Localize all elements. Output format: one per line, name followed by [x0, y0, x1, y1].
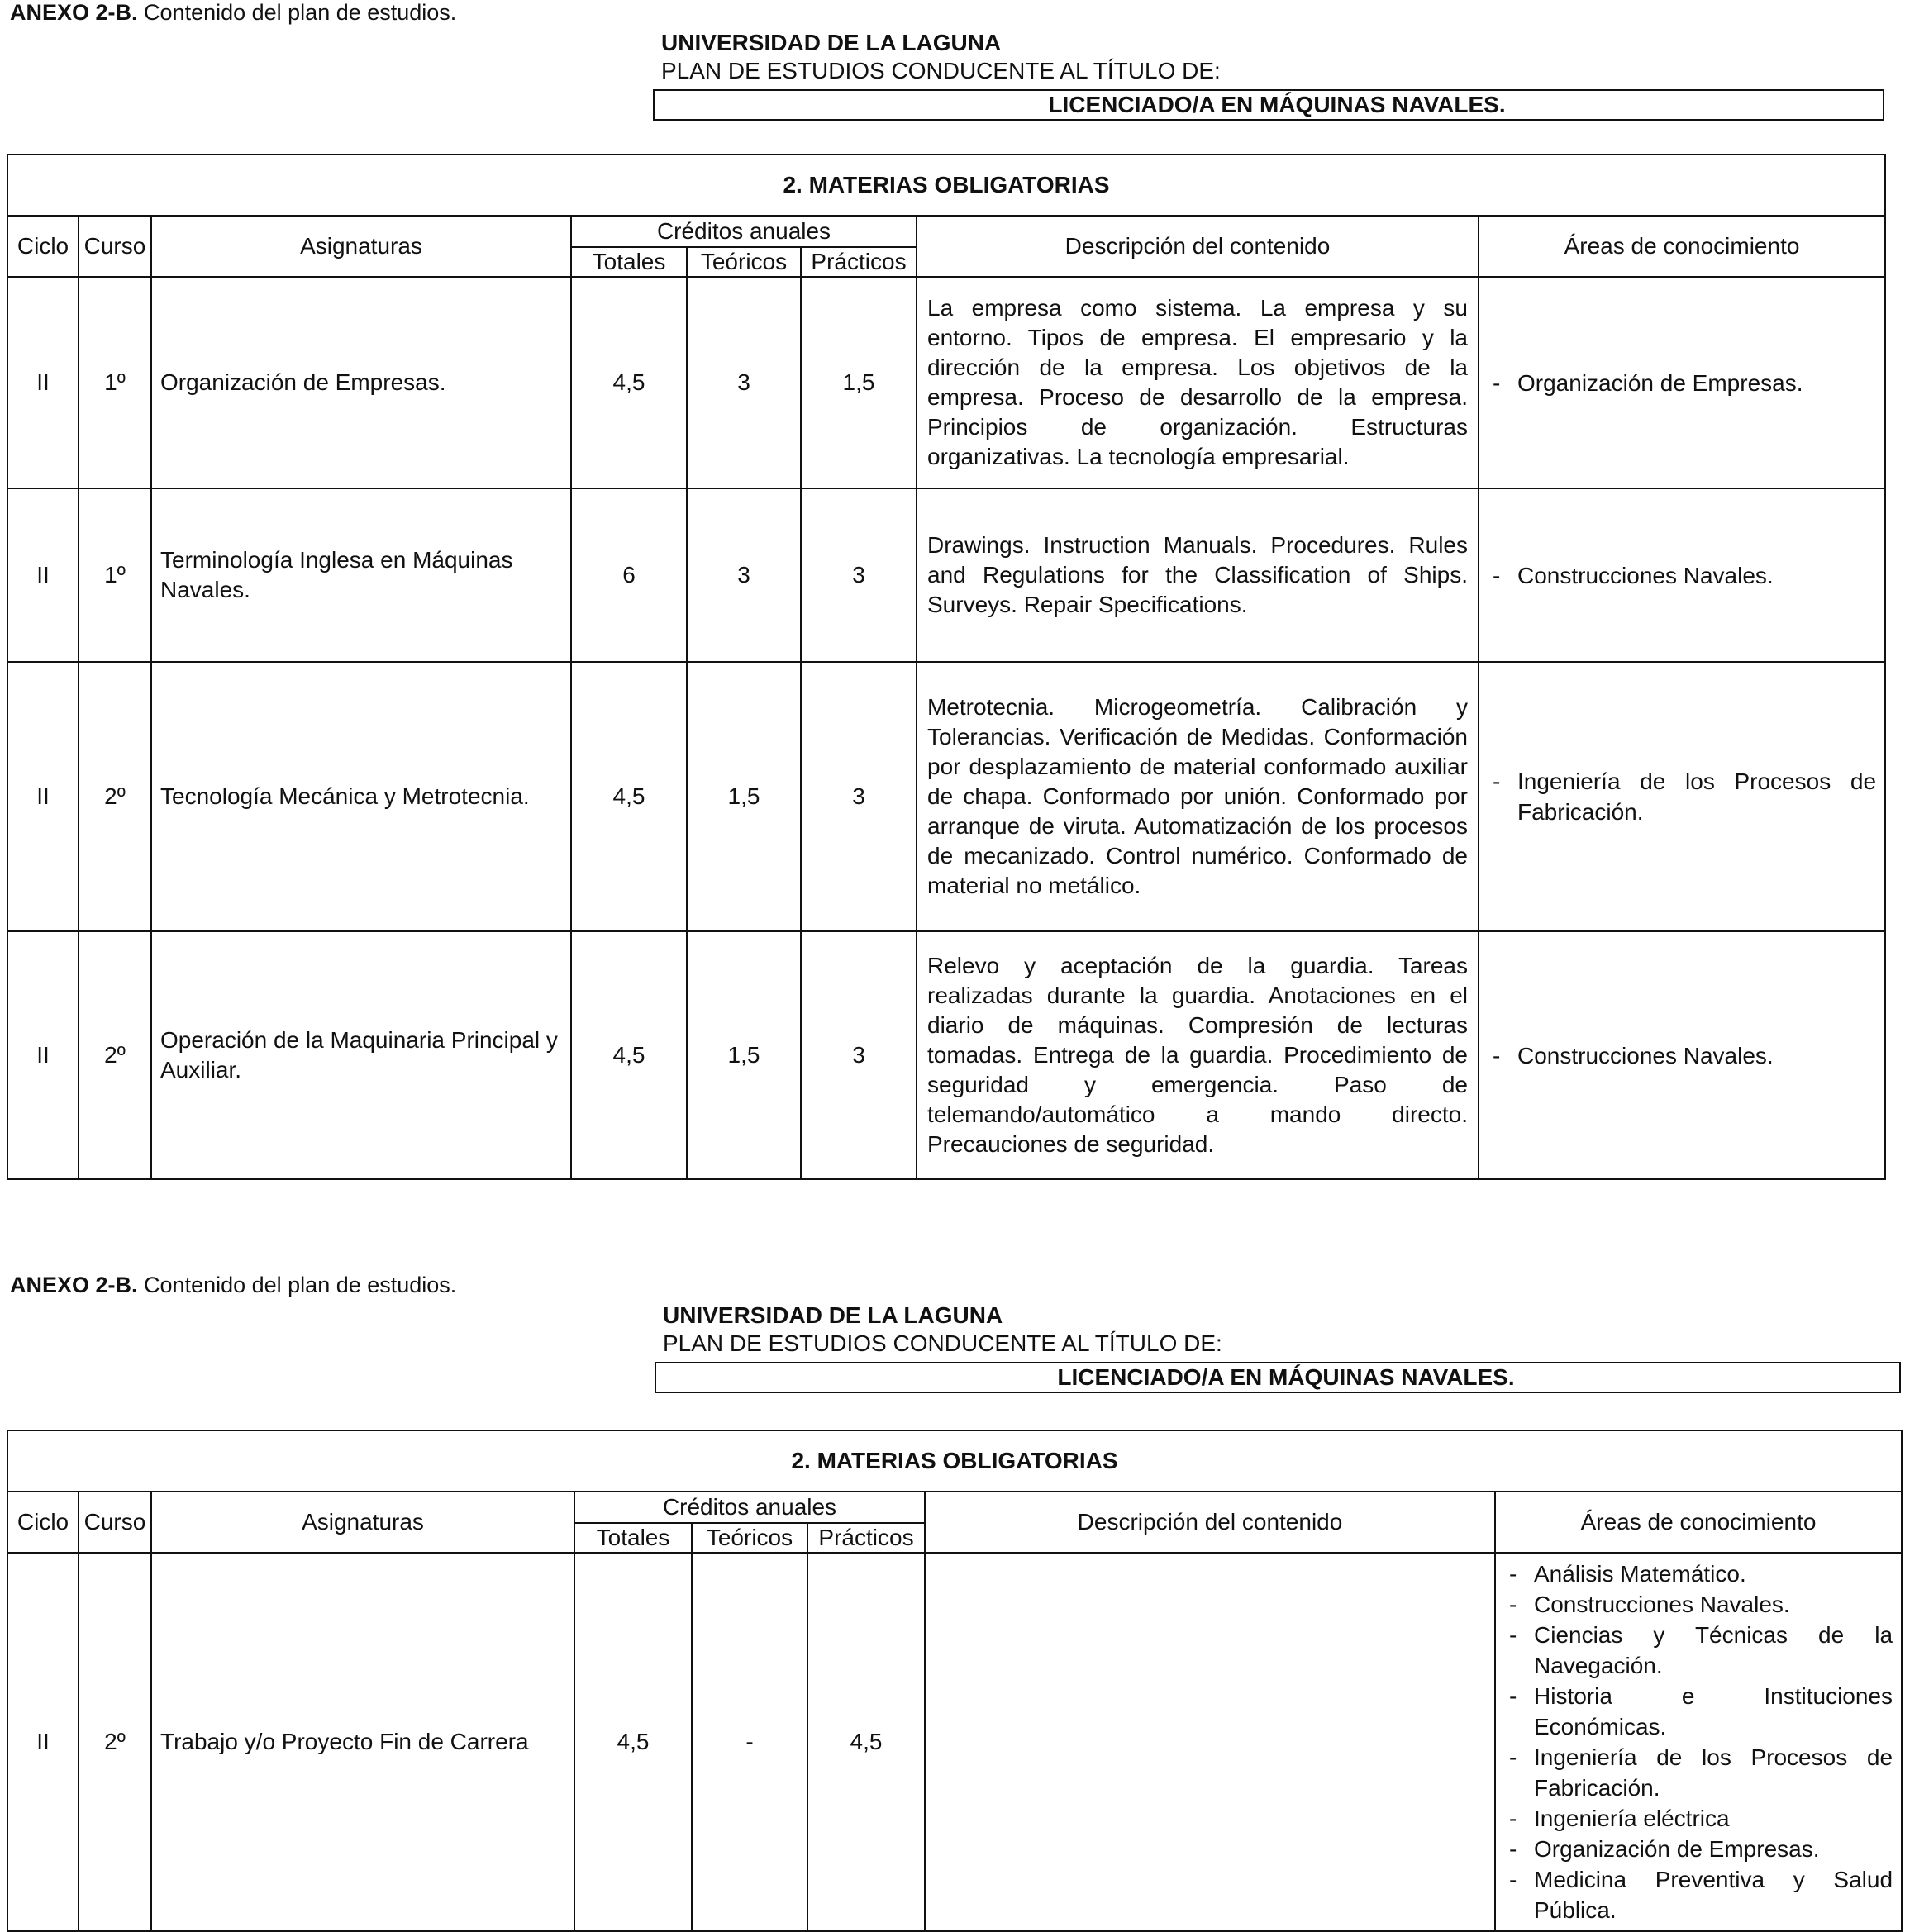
cell-descripcion	[925, 1553, 1495, 1931]
cell-curso: 1º	[79, 488, 151, 662]
cell-practicos: 3	[801, 931, 917, 1179]
anexo-heading	[10, 1273, 456, 1298]
cell-asignatura: Tecnología Mecánica y Metrotecnia.	[151, 662, 571, 931]
cell-areas	[1495, 1553, 1902, 1931]
header-ciclo: Ciclo	[7, 216, 79, 277]
cell-teoricos: 1,5	[687, 931, 801, 1179]
header-asignaturas: Asignaturas	[151, 1492, 574, 1553]
header-areas: Áreas de conocimiento	[1479, 216, 1885, 277]
cell-asignatura: Trabajo y/o Proyecto Fin de Carrera	[151, 1553, 574, 1931]
cell-asignatura: Terminología Inglesa en Máquinas Navales.	[151, 488, 571, 662]
anexo-label: ANEXO 2-B.	[10, 1273, 138, 1297]
cell-practicos: 1,5	[801, 277, 917, 488]
area-item: - Construcciones Navales.	[1504, 1589, 1893, 1620]
header-areas: Áreas de conocimiento	[1495, 1492, 1902, 1553]
area-item: - Organización de Empresas.	[1504, 1834, 1893, 1864]
table-row	[7, 931, 1885, 1179]
header-practicos: Prácticos	[801, 247, 917, 277]
cell-totales: 4,5	[571, 931, 687, 1179]
header-asignaturas: Asignaturas	[151, 216, 571, 277]
header-totales: Totales	[571, 247, 687, 277]
anexo-text: Contenido del plan de estudios.	[137, 0, 457, 25]
cell-teoricos: 3	[687, 488, 801, 662]
cell-practicos: 3	[801, 662, 917, 931]
cell-curso: 2º	[79, 1553, 151, 1931]
cell-totales: 4,5	[574, 1553, 692, 1931]
materias-table	[7, 154, 1886, 1180]
cell-areas	[1479, 662, 1885, 931]
area-item: - Ciencias y Técnicas de la Navegación.	[1504, 1620, 1893, 1681]
header-curso: Curso	[79, 1492, 151, 1553]
header-teoricos: Teóricos	[692, 1523, 807, 1553]
degree-title: LICENCIADO/A EN MÁQUINAS NAVALES.	[653, 89, 1884, 121]
cell-descripcion: Metrotecnia. Microgeometría. Calibración y Tolerancias. Verificación de Medidas. Conformación por desplazamiento de material conformado auxiliar de chapa. Conformado por unión. Conformado por arranque de viruta. Automatización de los procesos de mecanizado. Control numérico. Conformado de material no metálico.	[917, 662, 1479, 931]
section-title: 2. MATERIAS OBLIGATORIAS	[7, 155, 1885, 216]
degree-title: LICENCIADO/A EN MÁQUINAS NAVALES.	[655, 1362, 1901, 1393]
cell-practicos: 3	[801, 488, 917, 662]
cell-teoricos: 1,5	[687, 662, 801, 931]
area-item: - Medicina Preventiva y Salud Pública.	[1504, 1864, 1893, 1925]
cell-descripcion: Drawings. Instruction Manuals. Procedures. Rules and Regulations for the Classification of Ships. Surveys. Repair Specifications.	[917, 488, 1479, 662]
cell-ciclo: II	[7, 662, 79, 931]
cell-asignatura: Operación de la Maquinaria Principal y Auxiliar.	[151, 931, 571, 1179]
section-title: 2. MATERIAS OBLIGATORIAS	[7, 1430, 1902, 1492]
header-teoricos: Teóricos	[687, 247, 801, 277]
cell-totales: 6	[571, 488, 687, 662]
cell-curso: 2º	[79, 931, 151, 1179]
cell-totales: 4,5	[571, 662, 687, 931]
area-item: - Construcciones Navales.	[1488, 1040, 1876, 1071]
cell-ciclo: II	[7, 1553, 79, 1931]
plan-title: PLAN DE ESTUDIOS CONDUCENTE AL TÍTULO DE:	[663, 1330, 1222, 1356]
cell-practicos: 4,5	[807, 1553, 925, 1931]
materias-table	[7, 1430, 1903, 1932]
cell-curso: 1º	[79, 277, 151, 488]
cell-areas	[1479, 488, 1885, 662]
cell-ciclo: II	[7, 488, 79, 662]
cell-descripcion: La empresa como sistema. La empresa y su entorno. Tipos de empresa. El empresario y la dirección de la empresa. Los objetivos de la empresa. Proceso de desarrollo de la empresa. Principios de organización. Estructuras organizativas. La tecnología empresarial.	[917, 277, 1479, 488]
header-totales: Totales	[574, 1523, 692, 1553]
anexo-label: ANEXO 2-B.	[10, 0, 138, 25]
plan-block-2	[0, 1273, 1905, 1927]
cell-areas	[1479, 931, 1885, 1179]
header-descripcion: Descripción del contenido	[917, 216, 1479, 277]
university-name: UNIVERSIDAD DE LA LAGUNA	[661, 30, 1002, 55]
anexo-text: Contenido del plan de estudios.	[137, 1273, 457, 1297]
header-curso: Curso	[79, 216, 151, 277]
anexo-heading	[10, 0, 456, 26]
university-name: UNIVERSIDAD DE LA LAGUNA	[663, 1302, 1003, 1328]
area-item: - Organización de Empresas.	[1488, 368, 1876, 398]
area-item: - Construcciones Navales.	[1488, 560, 1876, 591]
area-item: - Ingeniería de los Procesos de Fabricación.	[1488, 766, 1876, 827]
cell-curso: 2º	[79, 662, 151, 931]
cell-ciclo: II	[7, 277, 79, 488]
header-creditos: Créditos anuales	[571, 216, 917, 247]
table-row	[7, 1553, 1902, 1931]
area-item: - Ingeniería de los Procesos de Fabricación.	[1504, 1742, 1893, 1803]
header-creditos: Créditos anuales	[574, 1492, 925, 1523]
table-row	[7, 662, 1885, 931]
cell-teoricos: -	[692, 1553, 807, 1931]
cell-teoricos: 3	[687, 277, 801, 488]
table-row	[7, 277, 1885, 488]
cell-ciclo: II	[7, 931, 79, 1179]
cell-descripcion: Relevo y aceptación de la guardia. Tareas realizadas durante la guardia. Anotaciones en el diario de máquinas. Compresión de lecturas tomadas. Entrega de la guardia. Procedimiento de seguridad y emergencia. Paso de telemando/automático a mando directo. Precauciones de seguridad.	[917, 931, 1479, 1179]
cell-asignatura: Organización de Empresas.	[151, 277, 571, 488]
table-row	[7, 488, 1885, 662]
cell-totales: 4,5	[571, 277, 687, 488]
cell-areas	[1479, 277, 1885, 488]
area-item: - Historia e Instituciones Económicas.	[1504, 1681, 1893, 1742]
plan-title: PLAN DE ESTUDIOS CONDUCENTE AL TÍTULO DE:	[661, 58, 1221, 83]
area-item: - Análisis Matemático.	[1504, 1558, 1893, 1589]
header-practicos: Prácticos	[807, 1523, 925, 1553]
header-ciclo: Ciclo	[7, 1492, 79, 1553]
header-descripcion: Descripción del contenido	[925, 1492, 1495, 1553]
area-item: - Ingeniería eléctrica	[1504, 1803, 1893, 1834]
